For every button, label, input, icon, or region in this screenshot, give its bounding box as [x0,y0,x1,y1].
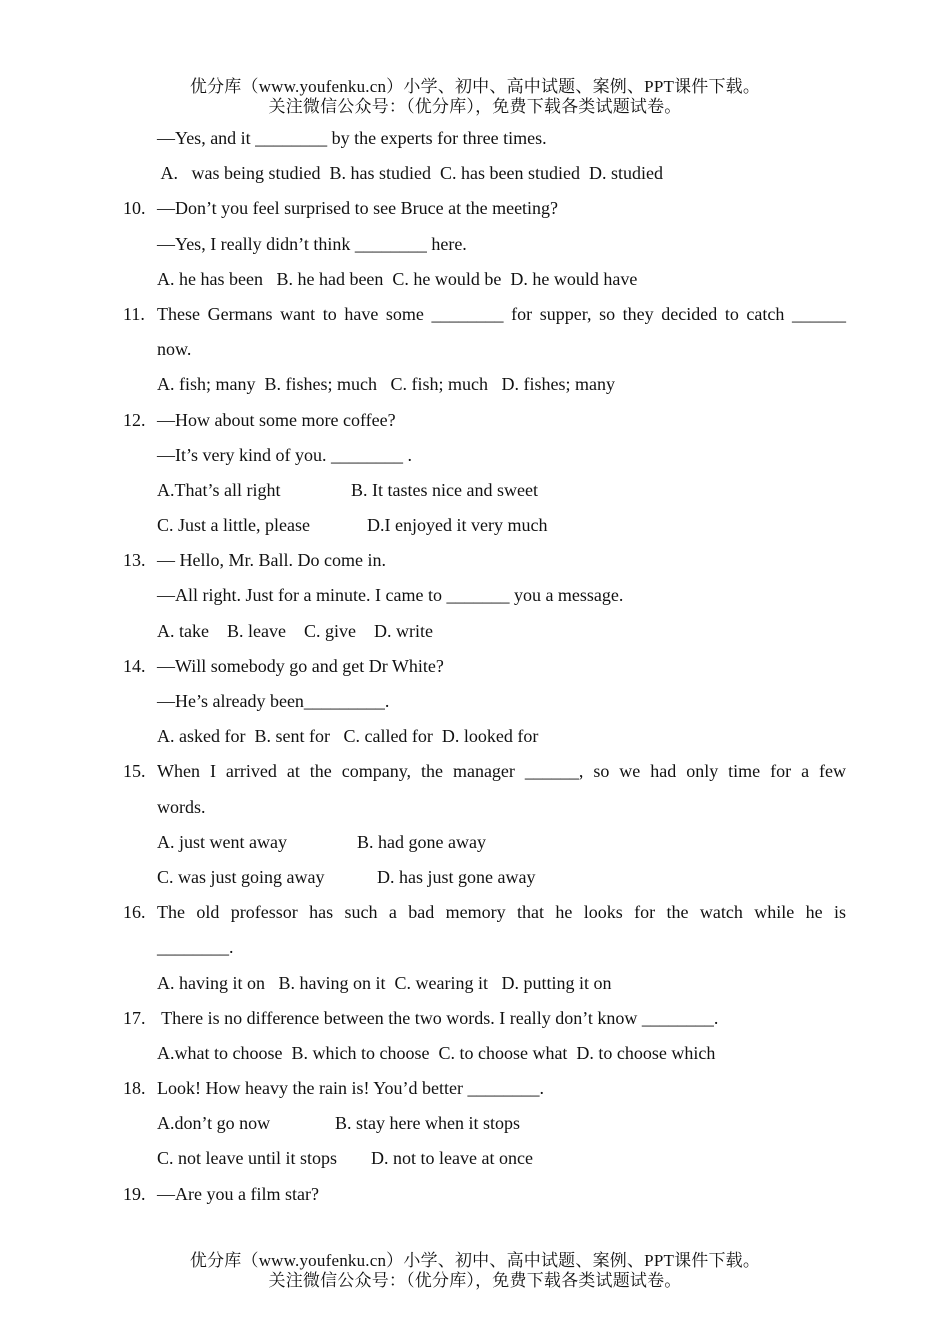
q10-line2: —Yes, I really didn’t think ________ here. [157,233,467,254]
q14-line2: —He’s already been_________. [157,691,390,711]
q15-option-d: D. has just gone away [377,866,536,887]
q18-line1: 18. Look! How heavy the rain is! You’d better ________. [0,1071,950,1106]
q9-options: A. was being studied B. has studied C. has been studied D. studied [157,163,663,184]
q15-option-b: B. had gone away [357,831,486,852]
q11-options: A. fish; many B. fishes; much C. fish; much D. fishes; many [157,374,615,395]
q12-option-a: A.That’s all right [157,479,281,500]
q16-line1: 16. The old professor has such a bad memory that he looks for the watch while he is [0,895,950,930]
q19-number: 19. [123,1183,146,1204]
q18-options-cd [0,1141,950,1176]
q18-option-c: C. not leave until it stops [157,1148,337,1169]
q15-options-cd [0,860,950,895]
q15-options-ab [0,825,950,860]
question-list [0,121,950,1212]
q18-option-a: A.don’t go now [157,1113,271,1134]
footer-line-1: 优分库（www.youfenku.cn）小学、初中、高中试题、案例、PPT课件下载。 [189,1251,761,1270]
q18-option-d: D. not to leave at once [371,1148,533,1169]
q16-number: 16. [123,902,146,923]
q12-number: 12. [123,409,146,430]
q13-line2: —All right. Just for a minute. I came to _______ you a message. [157,585,624,606]
q10-options: A. he has been B. he had been C. he would be D. he would have [157,268,638,289]
q11-number: 11. [123,303,145,324]
q12-line2: —It’s very kind of you. ________ . [157,444,412,465]
q12-option-d: D.I enjoyed it very much [367,515,548,536]
q17-number: 17. [123,1007,146,1028]
q10-number: 10. [123,198,146,219]
q15-line2: words. [157,796,206,817]
q12-option-c: C. Just a little, please [157,515,310,536]
q12-options-ab [0,473,950,508]
page-header [0,77,950,117]
q15-option-a: A. just went away [157,831,287,852]
q18-number: 18. [123,1078,146,1099]
q16-options: A. having it on B. having on it C. wearing it D. putting it on [157,972,612,993]
q14-number: 14. [123,655,146,676]
q14-line1: 14. —Will somebody go and get Dr White? [0,649,950,684]
footer-line-2: 关注微信公众号：（优分库），免费下载各类试题试卷。 [268,1271,682,1290]
q12-options-cd [0,508,950,543]
page-footer [0,1251,950,1291]
q10-line1: 10. —Don’t you feel surprised to see Bruce at the meeting? [0,191,950,226]
q17-options: A.what to choose B. which to choose C. to choose what D. to choose which [157,1042,716,1063]
q19-line1: 19. —Are you a film star? [0,1177,950,1212]
q13-number: 13. [123,550,146,571]
q15-option-c: C. was just going away [157,866,325,887]
q11-line2: now. [157,339,192,360]
q13-line1: 13. — Hello, Mr. Ball. Do come in. [0,543,950,578]
q15-line1: 15. When I arrived at the company, the manager ______, so we had only time for a few [0,754,950,789]
q14-options: A. asked for B. sent for C. called for D. looked for [157,726,539,747]
header-line-2: 关注微信公众号：（优分库），免费下载各类试题试卷。 [268,97,682,116]
q16-line2: ________. [157,937,234,958]
q9-answer: —Yes, and it ________ by the experts for three times. [157,128,547,148]
header-line-1: 优分库（www.youfenku.cn）小学、初中、高中试题、案例、PPT课件下载。 [189,77,761,96]
q12-line1: 12. —How about some more coffee? [0,403,950,438]
q18-options-ab [0,1106,950,1141]
q18-option-b: B. stay here when it stops [335,1113,520,1134]
q17-line1: 17. There is no difference between the two words. I really don’t know ________. [0,1001,950,1036]
q12-option-b: B. It tastes nice and sweet [351,479,538,500]
q13-options: A. take B. leave C. give D. write [157,620,433,641]
q15-number: 15. [123,761,146,782]
q11-line1: 11. These Germans want to have some ________ for supper, so they decided to catch ______ [0,297,950,332]
